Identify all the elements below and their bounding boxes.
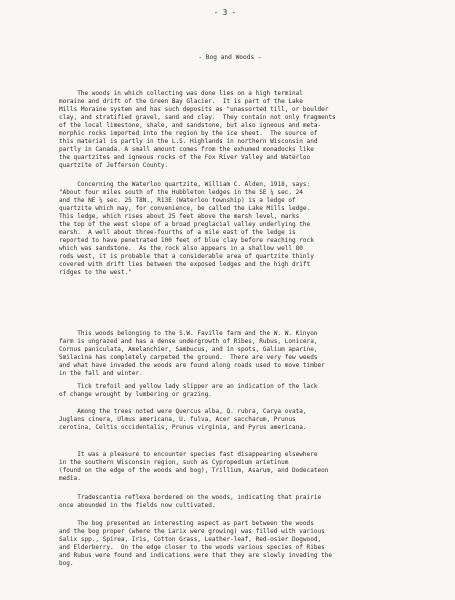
text-line: rods west, it is probable that a considerable area of quartzite thinly [59, 253, 314, 260]
text-line: farm is ungrazed and has a dense undergrowth of Ribes, Rubus, Lonicera, [59, 338, 318, 345]
text-line: The woods in which collecting was done lies on a high terminal [59, 90, 303, 97]
text-line: this material is partly in the L.S. Highlands in northern Wisconsin and [59, 138, 318, 145]
text-line: Tradescantia reflexa bordered on the woods, indicating that prairie [59, 494, 322, 501]
text-line: the top of the west slope of a broad preglacial valley underlying the [59, 221, 311, 228]
text-line: (found on the edge of the woods and bog), Trillium, Asarum, and Dodecateon [59, 467, 329, 474]
text-line: reported to have penetrated 100 feet of blue clay before reaching rock [59, 237, 314, 244]
text-line: Smilacina has completely carpeted the ground. There are very few weeds [59, 354, 318, 361]
text-line: of the local limestone, shale, and sandstone, but also igneous and meta- [59, 122, 322, 129]
text-line: The bog presented an interesting aspect as part between the woods [59, 520, 314, 527]
text-line: of change wrought by lumbering or grazing. [59, 391, 212, 398]
text-line: moraine and drift of the Green Bay Glacier. It is part of the Lake [59, 98, 303, 105]
text-line: media. [59, 475, 81, 482]
text-line: covered with drift lies between the exposed ledges and the high drift [59, 261, 311, 268]
text-line: quartzite which may, for convenience, be called the Lake Mills ledge. [59, 205, 311, 212]
text-line: and the NE ¼ sec. 25 T8N., R13E (Waterloo township) is a ledge of [59, 197, 296, 204]
text-line: Concerning the Waterloo quartzite, William C. Alden, 1918, says: [59, 181, 311, 188]
text-line: morphic rocks imported into the region by the ice sheet. The source of [59, 130, 318, 137]
text-line: once abounded in the fields now cultivated. [59, 502, 216, 509]
text-line: Cornus paniculata, Amelanchier, Sambucus, and in spots, Galium aparine, [59, 346, 318, 353]
text-line: Tick trefoil and yellow lady slipper are an indication of the lack [59, 383, 318, 390]
text-line: which was sandstone. As the rock also appears in a shallow well 80 [59, 245, 303, 252]
text-line: partly in Canada. A small amount comes from the exhumed monadocks like [59, 146, 314, 153]
text-line: in the southern Wisconsin region, such as Cypropedium arietinum [59, 459, 289, 466]
text-line: "About four miles south of the Hubbleton ledges in the SE ¼ sec. 24 [59, 189, 303, 196]
text-line: clay, and stratified gravel, sand and clay. They contain not only fragments [59, 114, 336, 121]
text-line: and Rubus were found and indications were that they are slowly invading the [59, 552, 333, 559]
text-line: Mills Moraine system and has such deposits as "unassorted till, or boulder [59, 106, 329, 113]
text-line: bog. [59, 560, 74, 567]
text-line: This woods belonging to the S.W. Faville farm and the W. W. Kinyon [59, 330, 318, 337]
text-line: the quartzites and igneous rocks of the Fox River Valley and Waterloo [59, 154, 311, 161]
text-line: ridges to the west." [59, 269, 132, 276]
text-line: and what have invaded the woods are found along roads used to move timber [59, 362, 325, 369]
text-line: This ledge, which rises about 25 feet above the marsh level, marks [59, 213, 300, 220]
text-line: Salix spp., Spirea, Iris, Cotton Grass, Leather-leaf, Red-osier Dogwood, [59, 536, 322, 543]
text-line: marsh. A well about three-fourths of a mile east of the ledge is [59, 229, 296, 236]
text-line: in the fall and winter. [59, 370, 143, 377]
text-line: and the bog proper (where the Larix were growing) was filled with various [59, 528, 325, 535]
page-number: - 3 - [213, 8, 237, 17]
section-heading: - Bog and Woods - [198, 54, 262, 61]
text-line: Among the trees noted were Quercus alba, Q. rubra, Carya ovata, [59, 408, 307, 415]
text-line: and Elderberry. On the edge closer to the woods various species of Ribes [59, 544, 325, 551]
text-line: cerotina, Celtis occidentalis, Prunus virginia, and Pyrus americana. [59, 424, 307, 431]
text-line: Juglans cinera, Ulmus americana, U. fulva, Acer saccharum, Prunus [59, 416, 296, 423]
text-line: quartzite of Jefferson County. [59, 162, 169, 169]
text-line: It was a pleasure to encounter species fast disappearing elsewhere [59, 451, 318, 458]
